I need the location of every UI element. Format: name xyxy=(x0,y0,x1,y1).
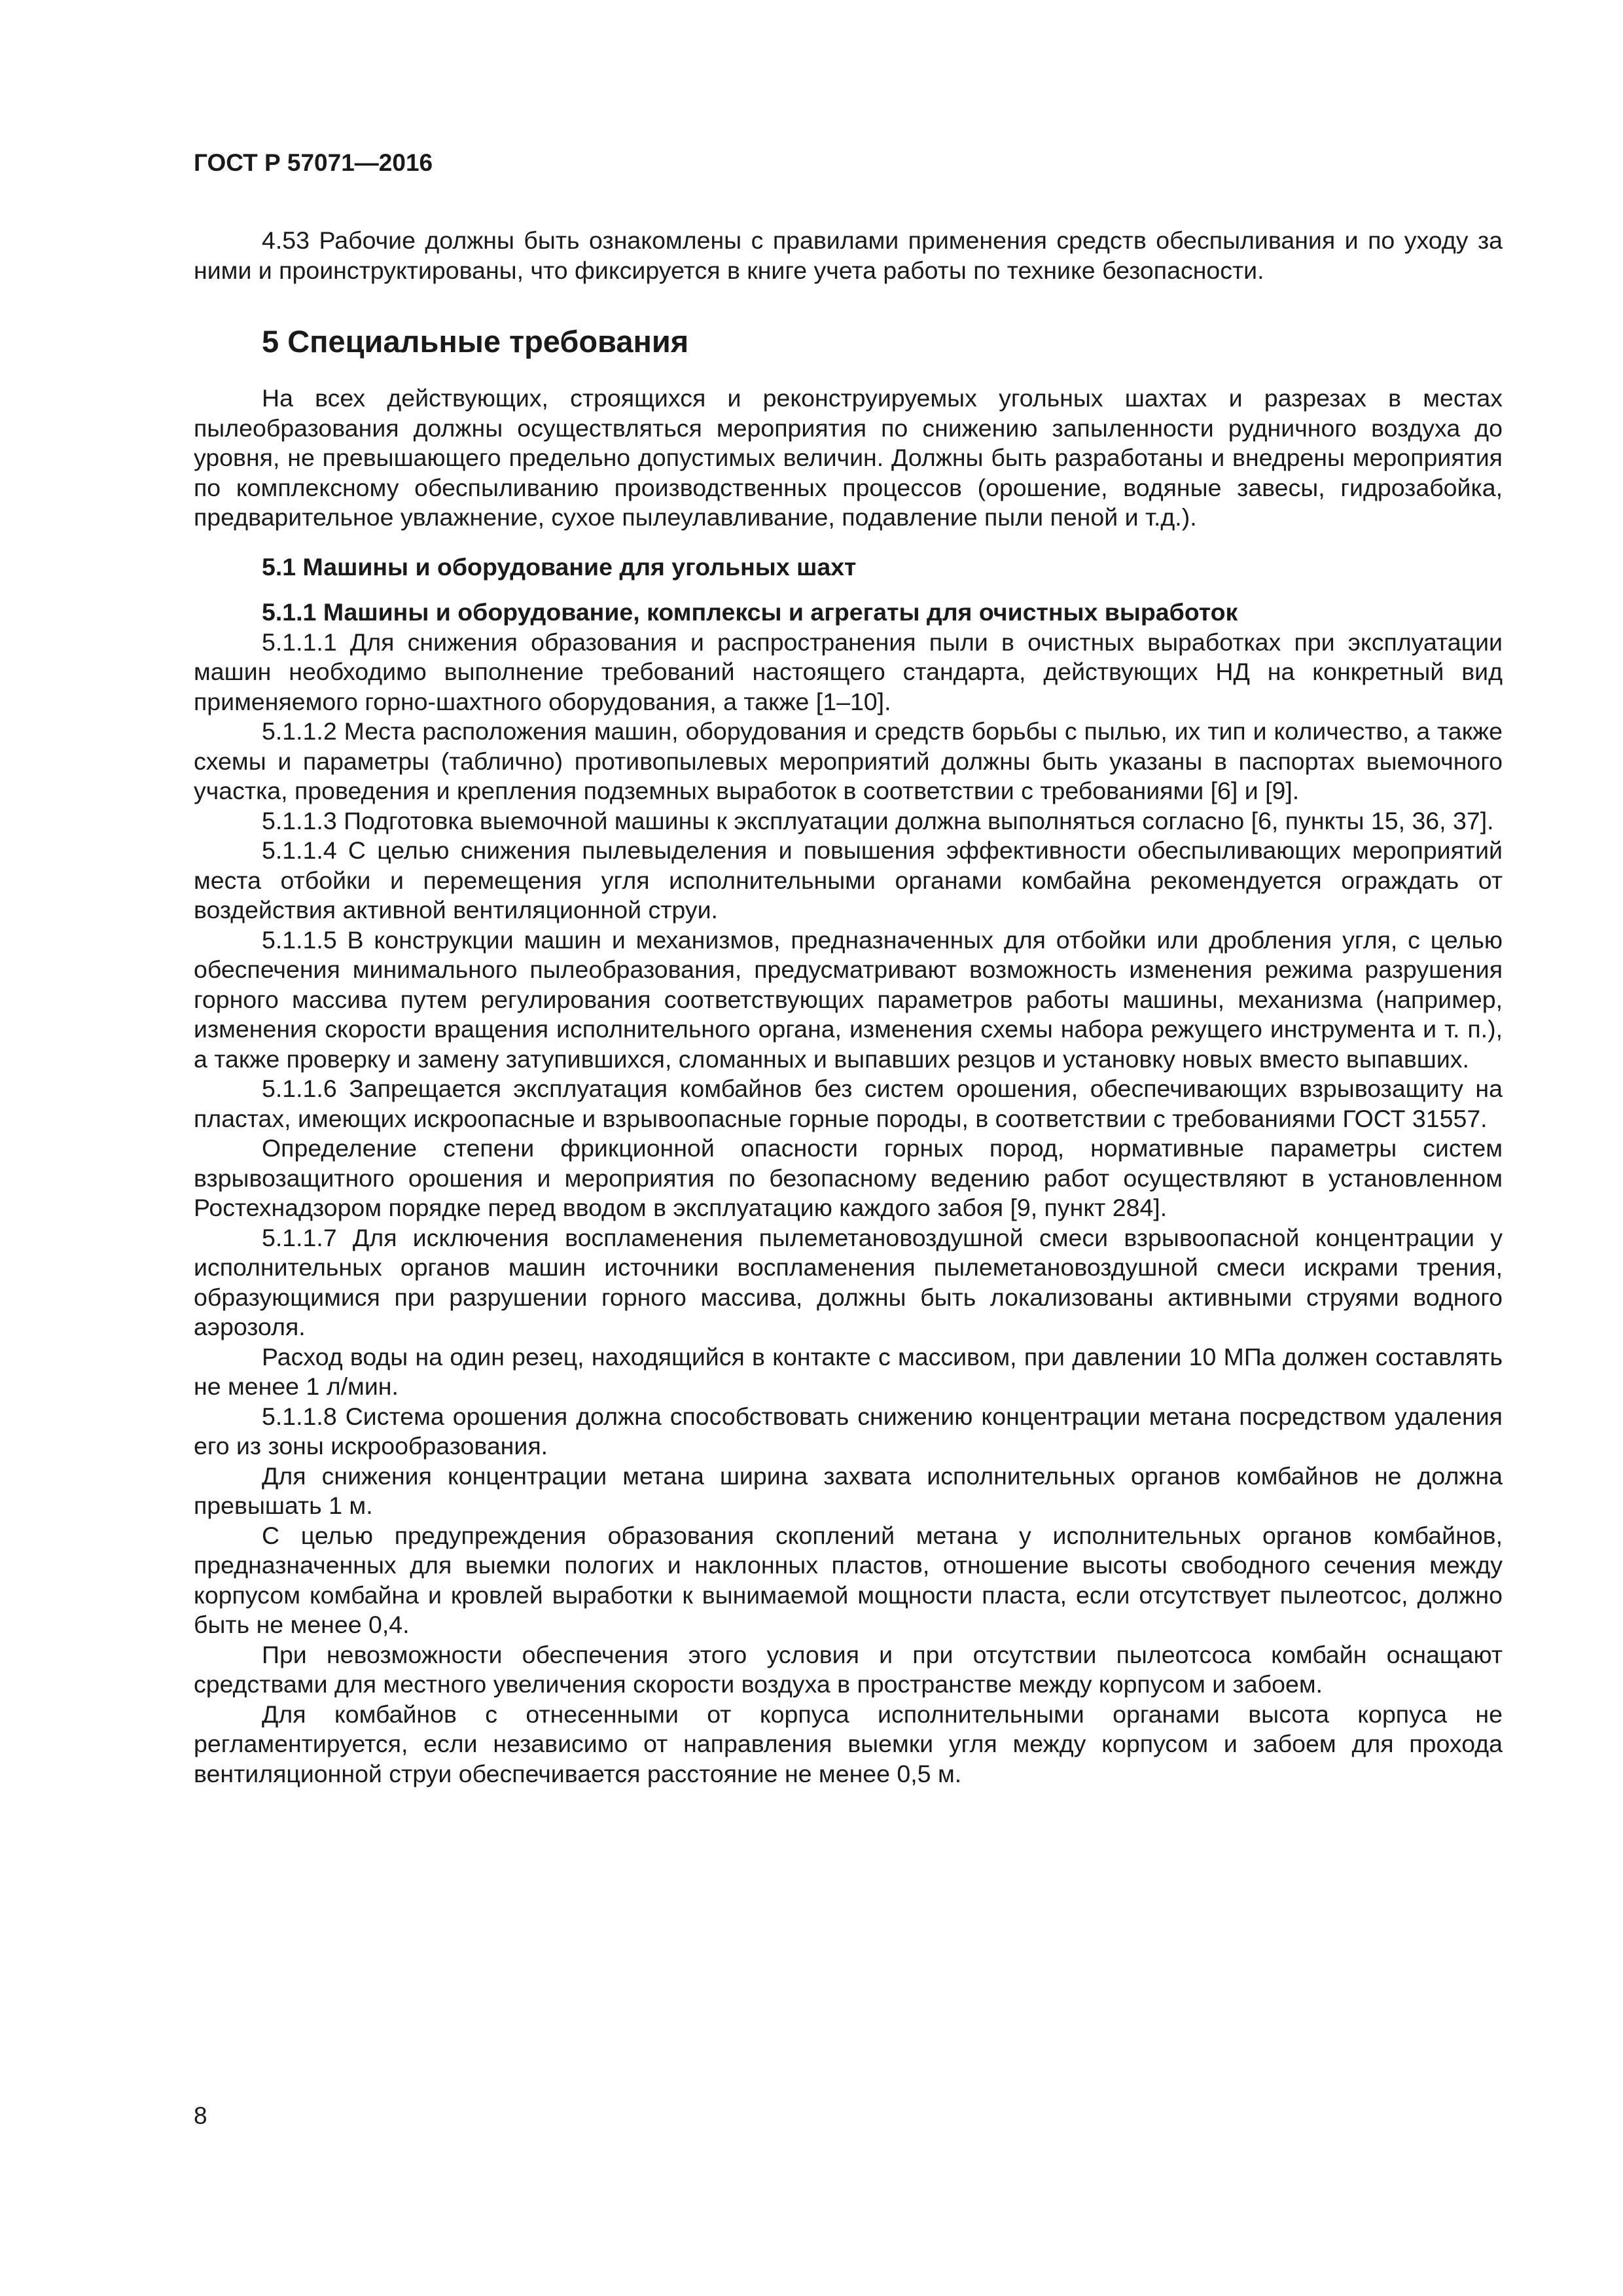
document-body xyxy=(194,226,1503,1789)
paragraph-5-1-1-8-c: С целью предупреждения образования скоплений метана у исполнительных органов комбайнов, предназначенных для выемки пологих и наклонных пластов, отношение высоты свободного сечения между корпусом комбайна и кровлей выработки к вынимаемой мощности пласта, если отсутствует пылеотсос, должно быть не менее 0,4. xyxy=(194,1521,1503,1638)
document-code: ГОСТ Р 57071—2016 xyxy=(194,149,433,176)
page-number: 8 xyxy=(194,2102,207,2129)
paragraph-5-1-1-8: 5.1.1.8 Система орошения должна способствовать снижению концентрации метана посредством удаления его из зоны искрообразования. xyxy=(194,1402,1503,1460)
paragraph-5-1-1-1: 5.1.1.1 Для снижения образования и распространения пыли в очистных выработках при эксплуатации машин необходимо выполнение требований настоящего стандарта, действующих НД на конкретный вид применяемого горно-шахтного оборудования, а также [1–10]. xyxy=(194,628,1503,715)
paragraph-5-1-1-6: 5.1.1.6 Запрещается эксплуатация комбайнов без систем орошения, обеспечивающих взрывозащиту на пластах, имеющих искроопасные и взрывоопасные горные породы, в соответствии с требованиями ГОСТ 31557. xyxy=(194,1075,1503,1132)
paragraph-5-1-1-8-d: При невозможности обеспечения этого условия и при отсутствии пылеотсоса комбайн оснащают средствами для местного увеличения скорости воздуха в пространстве между корпусом и забоем. xyxy=(194,1640,1503,1698)
paragraph-5-1-1-3: 5.1.1.3 Подготовка выемочной машины к эксплуатации должна выполняться согласно [6, пункты 15, 36, 37]. xyxy=(262,806,1494,834)
section-5-1-title: 5.1 Машины и оборудование для угольных шахт xyxy=(262,552,857,581)
section-5-1-1-title: 5.1.1 Машины и оборудование, комплексы и агрегаты для очистных выработок xyxy=(262,598,1238,626)
paragraph-5-1-1-7: 5.1.1.7 Для исключения воспламенения пылеметановоздушной смеси взрывоопасной концентрации у исполнительных органов машин источники воспламенения пылеметановоздушной смеси искрами трения, образующимися при разрушении горного массива, должны быть локализованы активными струями водного аэрозоля. xyxy=(194,1223,1503,1340)
paragraph-5-1-1-8-e: Для комбайнов с отнесенными от корпуса исполнительными органами высота корпуса не регламентируется, если независимо от направления выемки угля между корпусом и забоем для прохода вентиляционной струи обеспечивается расстояние не менее 0,5 м. xyxy=(194,1700,1503,1787)
paragraph-5-intro: На всех действующих, строящихся и реконструируемых угольных шахтах и разрезах в местах пылеобразования должны осуществляться мероприятия по снижению запыленности рудничного воздуха до уровня, не превышающего предельно допустимых величин. Должны быть разработаны и внедрены мероприятия по комплексному обеспыливанию производственных процессов (орошение, водяные завесы, гидрозабойка, предварительное увлажнение, сухое пылеулавливание, подавление пыли пеной и т.д.). xyxy=(194,384,1503,531)
paragraph-5-1-1-2: 5.1.1.2 Места расположения машин, оборудования и средств борьбы с пылью, их тип и количество, а также схемы и параметры (таблично) противопылевых мероприятий должны быть указаны в паспортах выемочного участка, проведения и крепления подземных выработок в соответствии с требованиями [6] и [9]. xyxy=(194,717,1503,804)
paragraph-5-1-1-6-b: Определение степени фрикционной опасности горных пород, нормативные параметры систем взрывозащитного орошения и мероприятия по безопасному ведению работ осуществляют в установленном Ростехнадзором порядке перед вводом в эксплуатацию каждого забоя [9, пункт 284]. xyxy=(194,1134,1503,1221)
paragraph-5-1-1-4: 5.1.1.4 С целью снижения пылевыделения и повышения эффективности обеспыливающих мероприятий места отбойки и перемещения угля исполнительными органами комбайна рекомендуется ограждать от воздействия активной вентиляционной струи. xyxy=(194,836,1503,924)
paragraph-5-1-1-7-b: Расход воды на один резец, находящийся в контакте с массивом, при давлении 10 МПа должен составлять не менее 1 л/мин. xyxy=(194,1342,1503,1400)
paragraph-4-53: 4.53 Рабочие должны быть ознакомлены с правилами применения средств обеспыливания и по уходу за ними и проинструктированы, что фиксируется в книге учета работы по технике безопасности. xyxy=(194,226,1503,284)
paragraph-5-1-1-5: 5.1.1.5 В конструкции машин и механизмов, предназначенных для отбойки или дробления угля, с целью обеспечения минимального пылеобразования, предусматривают возможность изменения режима разрушения горного массива путем регулирования соответствующих параметров работы машины, механизма (например, изменения скорости вращения исполнительного органа, изменения схемы набора режущего инструмента и т. п.), а также проверку и замену затупившихся, сломанных и выпавших резцов и установку новых вместо выпавших. xyxy=(194,925,1503,1073)
section-5-title: 5 Специальные требования xyxy=(262,324,689,359)
paragraph-5-1-1-8-b: Для снижения концентрации метана ширина захвата исполнительных органов комбайнов не должна превышать 1 м. xyxy=(194,1462,1503,1519)
